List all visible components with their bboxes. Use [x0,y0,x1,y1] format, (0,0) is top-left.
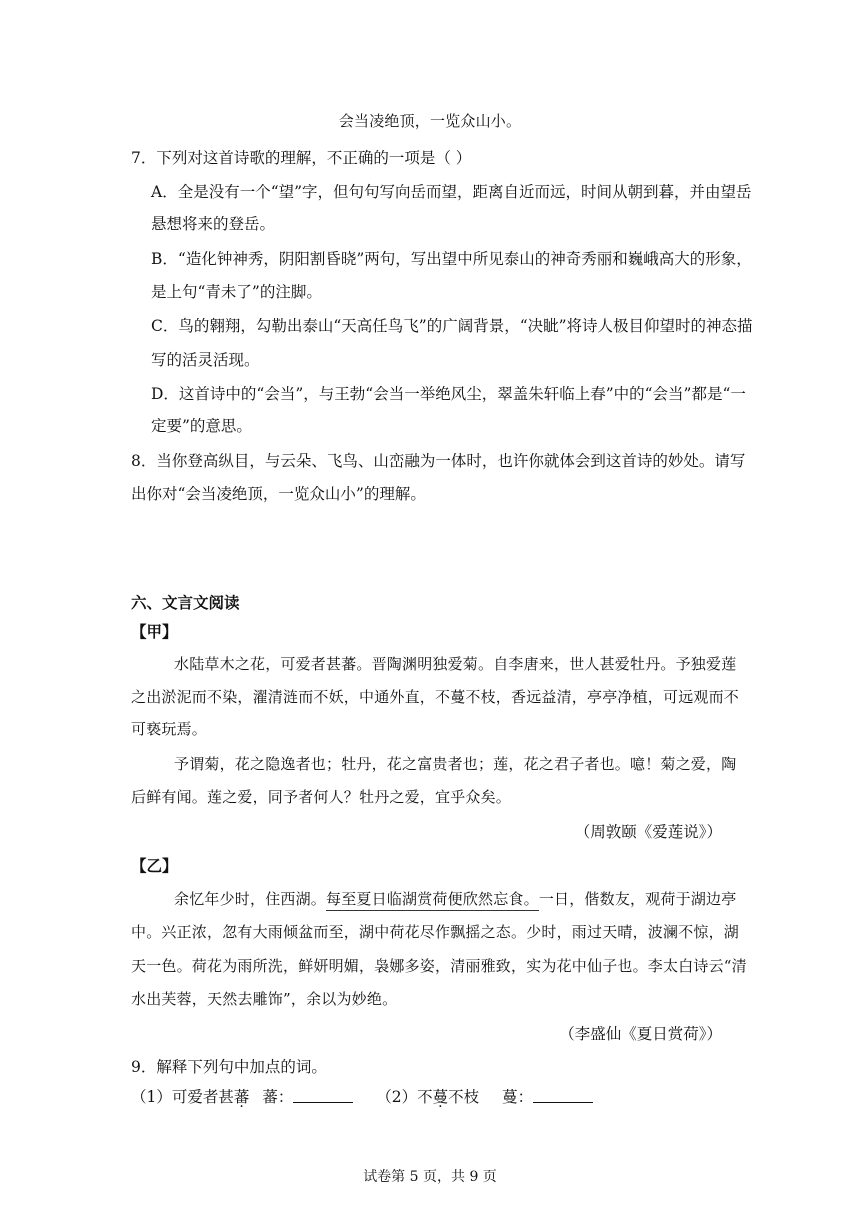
jia-p1-line3: 可亵玩焉。 [131,720,208,738]
poem-last-line: 会当凌绝顶，一览众山小。 [338,112,522,130]
jia-source: （周敦颐《爱莲说》） [574,823,722,841]
yi-line2: 中。兴正浓，忽有大雨倾盆而至，湖中荷花尽作飘摇之态。少时，雨过天晴，波澜不惊，湖 [131,923,740,941]
q8-line1: 8．当你登高纵目，与云朵、飞鸟、山峦融为一体时，也许你就体会到这首诗的妙处。请写 [131,452,746,470]
q7-option-c-line1: C．鸟的翱翔，勾勒出泰山“天高任鸟飞”的广阔背景，“决眦”将诗人极目仰望时的神态描 [151,317,753,335]
q9-part1-answer-blank[interactable] [293,1088,353,1103]
jia-p2-line1: 予谓菊，花之隐逸者也；牡丹，花之富贵者也；莲，花之君子者也。噫！菊之爱，陶 [174,755,737,773]
q7-option-a-line1: A．全是没有一个“望”字，但句句写向岳而望，距离自近而远，时间从朝到暮，并由望岳 [151,183,752,201]
q7-option-c-line2: 写的活灵活现。 [151,351,260,369]
jia-p1-line1: 水陆草木之花，可爱者甚蕃。晋陶渊明独爱菊。自李唐来，世人甚爱牡丹。予独爱莲 [174,655,737,673]
yi-underlined-sentence: 每至夏日临湖赏荷便欣然忘食。 [326,890,539,911]
q9-stem: 9．解释下列句中加点的词。 [131,1058,327,1076]
jia-p2-line2: 后鲜有闻。莲之爱，同予者何人？牡丹之爱，宜乎众矣。 [131,788,512,806]
q9-parts [131,1087,593,1107]
q7-stem: 7．下列对这首诗歌的理解，不正确的一项是（ ） [131,149,472,167]
q7-option-d-line1: D．这首诗中的“会当”，与王勃“会当一举绝风尘，翠盖朱轩临上春”中的“会当”都是“一 [151,385,746,403]
q9-part2-suffix: 不枝 [448,1088,480,1106]
q8-line2: 出你对“会当凌绝顶，一览众山小”的理解。 [131,485,426,503]
q7-option-b-line1: B．“造化钟神秀，阴阳割昏晓”两句，写出望中所见泰山的神奇秀丽和巍峨高大的形象， [151,250,752,268]
jia-p1-line2: 之出淤泥而不染，濯清涟而不妖，中通外直，不蔓不枝，香远益清，亭亭净植，可远观而不 [131,688,740,706]
yi-source: （李盛仙《夏日赏荷》） [559,1025,722,1043]
q9-part2-dotted-word: 蔓 [432,1088,449,1106]
yi-line1 [174,889,736,909]
q7-option-b-line2: 是上句“青未了”的注脚。 [151,283,322,301]
q7-option-a-line2: 悬想将来的登岳。 [151,215,276,233]
q9-part2-prefix: （2）不 [376,1088,433,1106]
section-title: 六、文言文阅读 [131,593,240,612]
yi-line1-end: 一日，偕数友，观荷于湖边亭 [538,890,737,908]
passage-jia-label: 【甲】 [131,622,178,641]
yi-line3: 天一色。荷花为雨所洗，鲜妍明媚，袅娜多姿，清丽雅致，实为花中仙子也。李太白诗云“清 [131,957,747,975]
q9-part2-answer-blank[interactable] [533,1088,593,1103]
q9-part2-label: 蔓： [502,1088,534,1106]
page-footer: 试卷第 5 页，共 9 页 [363,1169,497,1185]
q7-option-d-line2: 定要”的意思。 [151,417,252,435]
yi-line4: 水出芙蓉，天然去雕饰”，余以为妙绝。 [131,990,398,1008]
q9-part1-label: 蕃： [262,1088,294,1106]
q9-part1-dotted-word: 蕃 [233,1088,250,1106]
passage-yi-label: 【乙】 [131,856,178,875]
q9-part1-prefix: （1）可爱者甚 [131,1088,234,1106]
yi-line1-start: 余忆年少时，住西湖。 [174,890,327,908]
